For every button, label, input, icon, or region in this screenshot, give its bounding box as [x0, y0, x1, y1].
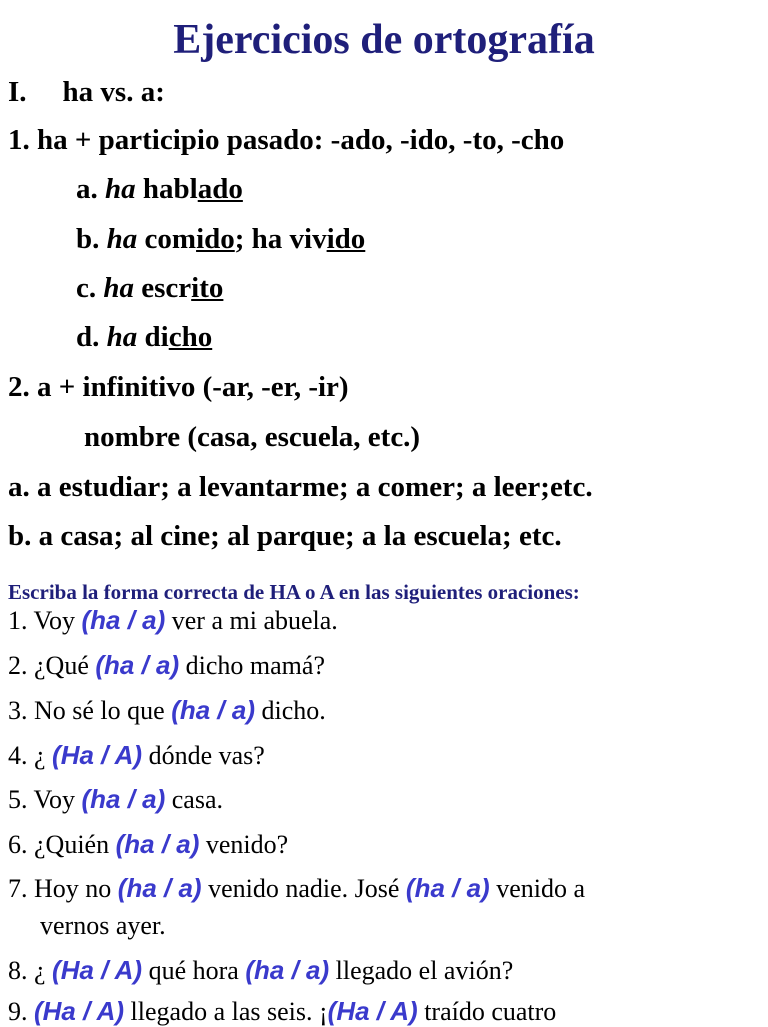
exercise-5 — [8, 784, 223, 815]
exercise-option: (ha / a) — [171, 695, 255, 725]
example-ha: ha — [105, 173, 136, 205]
exercise-text: dicho mamá? — [179, 651, 325, 680]
example-stem: habl — [142, 173, 198, 205]
exercise-text: 5. Voy — [8, 785, 82, 814]
example-ending: ido — [196, 223, 235, 255]
exercise-text: venido nadie. José — [201, 874, 406, 903]
exercise-9 — [8, 996, 556, 1027]
exercise-option: (Ha / A) — [327, 996, 418, 1026]
example-ending: cho — [168, 321, 213, 353]
exercise-text: 1. Voy — [8, 606, 82, 635]
exercise-text: venido a — [489, 874, 586, 903]
exercise-text: ver a mi abuela. — [165, 606, 338, 635]
exercise-text: dicho. — [255, 696, 326, 725]
example-stem: escr — [141, 272, 192, 304]
exercise-text: 3. No sé lo que — [8, 696, 172, 725]
section-heading — [8, 76, 165, 109]
example-ha: ha — [106, 223, 138, 255]
exercise-text: casa. — [165, 785, 224, 814]
rule-2-example-a: a. a estudiar; a levantarme; a comer; a leer;etc. — [8, 471, 593, 503]
exercise-1 — [8, 605, 338, 636]
example-letter: a. — [76, 173, 98, 205]
exercise-option: (Ha / A) — [52, 955, 143, 985]
exercise-text: 4. ¿ — [8, 741, 53, 770]
exercise-text: venido? — [199, 830, 289, 859]
exercise-8 — [8, 955, 513, 986]
page-title: Ejercicios de ortografía — [173, 17, 595, 63]
rule-1-example-b — [76, 223, 365, 256]
rule-2-example-b: b. a casa; al cine; al parque; a la escuela; etc. — [8, 520, 562, 552]
exercise-text: 6. ¿Quién — [8, 830, 116, 859]
example-letter: d. — [76, 321, 100, 353]
exercise-option: (Ha / A) — [34, 996, 125, 1026]
exercise-option: (ha / a) — [405, 873, 490, 903]
exercise-7-continuation: vernos ayer. — [40, 911, 166, 940]
rule-1-example-a — [76, 173, 243, 206]
example-letter: c. — [76, 272, 97, 304]
example-letter: b. — [76, 223, 100, 255]
exercise-2 — [8, 650, 325, 681]
exercise-option: (ha / a) — [117, 873, 202, 903]
exercise-text: dónde vas? — [142, 741, 265, 770]
exercise-text: llegado a las seis. ¡ — [124, 997, 328, 1026]
example-ending: ado — [197, 173, 243, 205]
exercise-option: (ha / a) — [115, 829, 200, 859]
example-stem: di — [144, 321, 169, 353]
example-rest: ; ha viv — [234, 223, 327, 255]
rule-2-label: 2. a + infinitivo (-ar, -er, -ir) — [8, 371, 349, 403]
example-ha: ha — [106, 321, 138, 353]
exercise-text: 7. Hoy no — [8, 874, 118, 903]
example-stem: com — [144, 223, 197, 255]
exercise-text: qué hora — [142, 956, 246, 985]
exercise-7 — [8, 873, 585, 904]
example-ha: ha — [103, 272, 135, 304]
example-ending: ito — [191, 272, 224, 304]
section-numeral: I. — [8, 76, 27, 108]
exercise-text: llegado el avión? — [329, 956, 514, 985]
exercise-option: (Ha / A) — [52, 740, 143, 770]
example-ending-2: ido — [326, 223, 366, 255]
exercise-option: (ha / a) — [245, 955, 330, 985]
exercise-6 — [8, 829, 288, 860]
section-heading-text: ha vs. a: — [62, 76, 165, 108]
exercise-instructions: Escriba la forma correcta de HA o A en las siguientes oraciones: — [8, 580, 580, 604]
exercise-text: 8. ¿ — [8, 956, 53, 985]
exercise-option: (ha / a) — [81, 784, 166, 814]
rule-1-example-d — [76, 321, 212, 354]
exercise-option: (ha / a) — [81, 605, 166, 635]
exercise-text: 9. — [8, 997, 34, 1026]
exercise-4 — [8, 740, 265, 771]
rule-2-sublabel: nombre (casa, escuela, etc.) — [84, 421, 421, 453]
rule-1-label: 1. ha + participio pasado: -ado, -ido, -to, -cho — [8, 124, 565, 156]
exercise-option: (ha / a) — [95, 650, 180, 680]
exercise-text: 2. ¿Qué — [8, 651, 96, 680]
exercise-text: traído cuatro — [417, 997, 557, 1026]
exercise-3 — [8, 695, 326, 726]
rule-1-example-c — [76, 272, 223, 305]
